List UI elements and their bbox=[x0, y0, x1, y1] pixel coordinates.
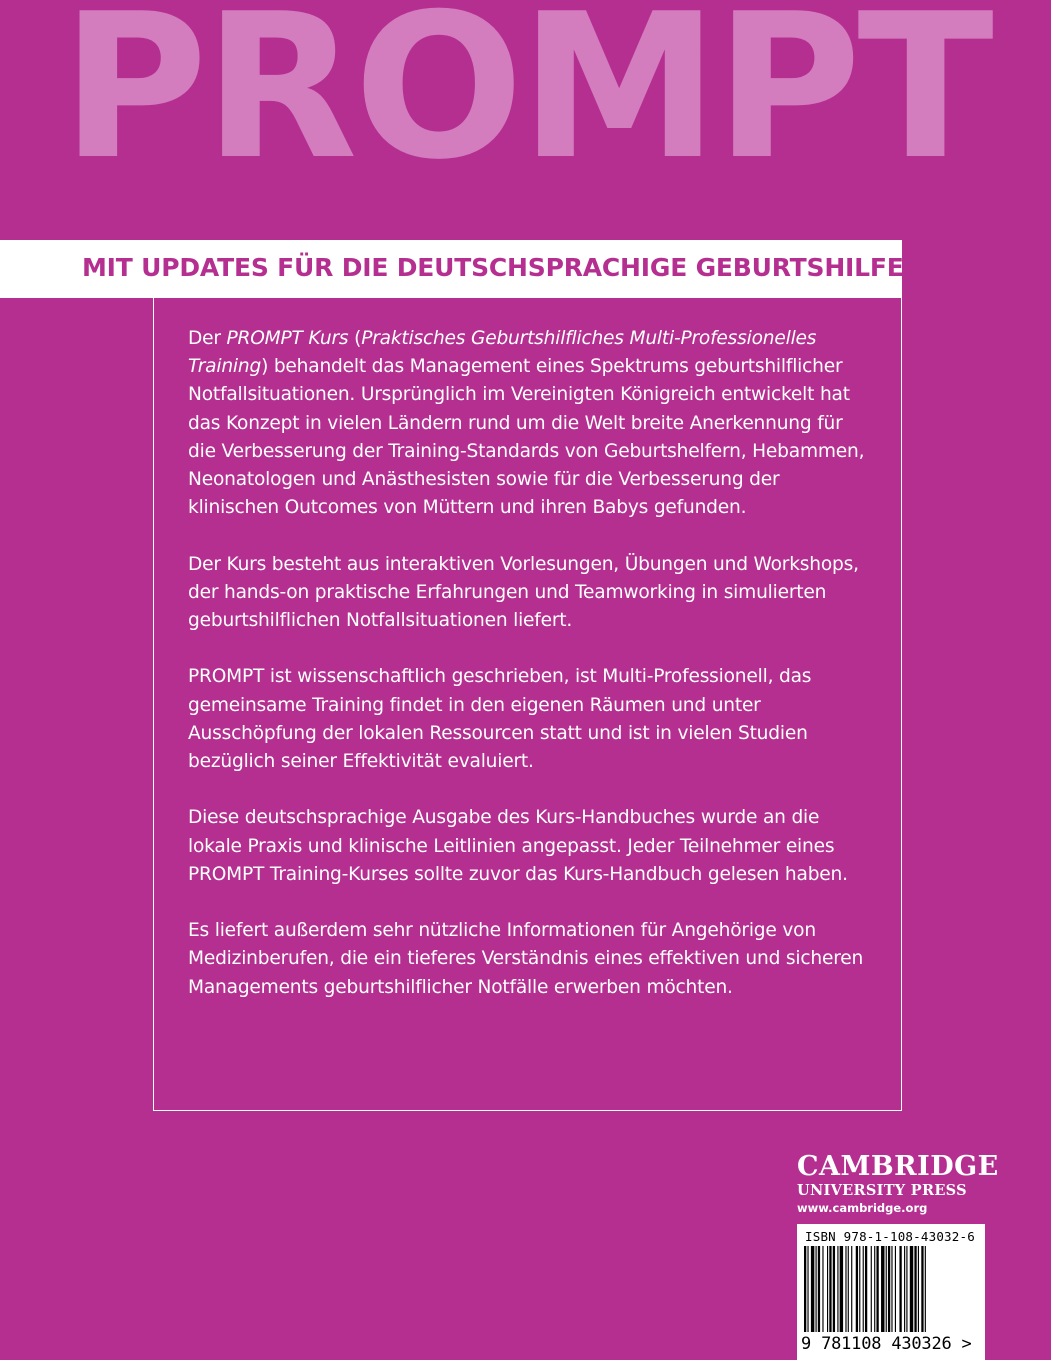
publisher-subtitle: UNIVERSITY PRESS bbox=[797, 1182, 967, 1199]
blurb bbox=[188, 325, 876, 1030]
cover-title: PROMPT bbox=[61, 0, 990, 204]
course-name: PROMPT Kurs bbox=[226, 328, 349, 349]
banner-text: MIT UPDATES FÜR DIE DEUTSCHSPRACHIGE GEBURTSHILFE bbox=[82, 253, 904, 282]
publisher-url: www.cambridge.org bbox=[797, 1201, 928, 1215]
paragraph-3: PROMPT ist wissenschaftlich geschrieben, ist Multi-Professionell, das gemeinsame Training findet in den eigenen Räumen und unter Ausschöpfung der lokalen Ressourcen statt und ist in vielen Studien bezüglich seiner Effektivität evaluiert. bbox=[188, 666, 812, 773]
paragraph-2: Der Kurs besteht aus interaktiven Vorlesungen, Übungen und Workshops, der hands-on praktische Erfahrungen und Teamworking in simulierten geburtshilflichen Notfallsituationen liefert. bbox=[188, 553, 859, 632]
course-full-name: Praktisches Geburtshilfliches Multi-Professionelles Training bbox=[188, 328, 817, 378]
subtitle-banner bbox=[0, 240, 902, 298]
publisher-logo bbox=[797, 1151, 999, 1216]
barcode-digits: 9 781108 430326 > bbox=[801, 1334, 972, 1354]
barcode-icon bbox=[804, 1246, 976, 1334]
barcode-panel bbox=[797, 1224, 985, 1360]
publisher-name: CAMBRIDGE bbox=[797, 1151, 999, 1182]
paragraph-1: Der PROMPT Kurs (Praktisches Geburtshilfliches Multi-Professionelles Training) behandelt das Management eines Spektrums geburtshilflicher Notfallsituationen. Ursprünglich im Vereinigten Königreich entwickelt hat das Konzept in vielen Ländern rund um die Welt breite Anerkennung für die Verbesserung der Training-Standards von Geburtshelfern, Hebammen, Neonatologen und Anästhesisten sowie für die Verbesserung der klinischen Outcomes von Müttern und ihren Babys gefunden. bbox=[188, 328, 865, 519]
isbn-label: ISBN 978-1-108-43032-6 bbox=[805, 1229, 975, 1244]
paragraph-5: Es liefert außerdem sehr nützliche Informationen für Angehörige von Medizinberufen, die ein tieferes Verständnis eines effektiven und sicheren Managements geburtshilflicher Notfälle erwerben möchten. bbox=[188, 920, 864, 998]
paragraph-4: Diese deutschsprachige Ausgabe des Kurs-Handbuches wurde an die lokale Praxis und klinische Leitlinien angepasst. Jeder Teilnehmer eines PROMPT Training-Kurses sollte zuvor das Kurs-Handbuch gelesen haben. bbox=[188, 807, 848, 885]
